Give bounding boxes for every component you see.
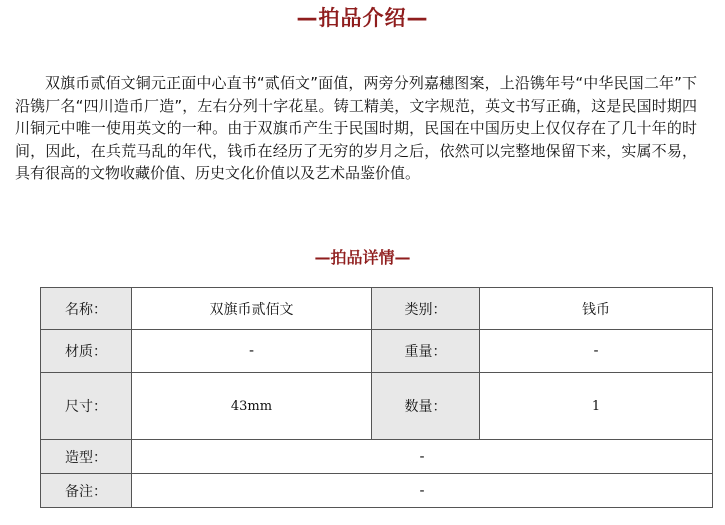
details-table	[40, 287, 713, 508]
section-title-intro: —拍品介绍—	[296, 6, 429, 30]
table-row	[41, 288, 713, 330]
table-row	[41, 330, 713, 373]
material-value: -	[132, 330, 372, 373]
category-value: 钱币	[480, 288, 713, 330]
name-label: 名称：	[41, 288, 132, 330]
section-title-details: —拍品详情—	[314, 248, 411, 267]
remark-label: 备注：	[41, 474, 132, 508]
size-label: 尺寸：	[41, 373, 132, 440]
weight-value: -	[480, 330, 713, 373]
remark-value: -	[132, 474, 713, 508]
quantity-value: 1	[480, 373, 713, 440]
material-label: 材质：	[41, 330, 132, 373]
table-row	[41, 373, 713, 440]
size-value: 43mm	[132, 373, 372, 440]
table-row	[41, 474, 713, 508]
weight-label: 重量：	[372, 330, 480, 373]
table-row	[41, 440, 713, 474]
category-label: 类别：	[372, 288, 480, 330]
intro-paragraph: 双旗币贰佰文铜元正面中心直书“贰佰文”面值，两旁分列嘉穗图案，上沿镌年号“中华民国二年”下沿镌厂名“四川造币厂造”，左右分列十字花星。铸工精美，文字规范，英文书写正确，这是民国时期四川铜元中唯一使用英文的一种。由于双旗币产生于民国时期，民国在中国历史上仅仅存在了几十年的时间，因此，在兵荒马乱的年代，钱币在经历了无穷的岁月之后，依然可以完整地保留下来，实属不易，具有很高的文物收藏价值、历史文化价值以及艺术品鉴价值。	[15, 74, 697, 182]
shape-label: 造型：	[41, 440, 132, 474]
quantity-label: 数量：	[372, 373, 480, 440]
name-value: 双旗币贰佰文	[132, 288, 372, 330]
shape-value: -	[132, 440, 713, 474]
